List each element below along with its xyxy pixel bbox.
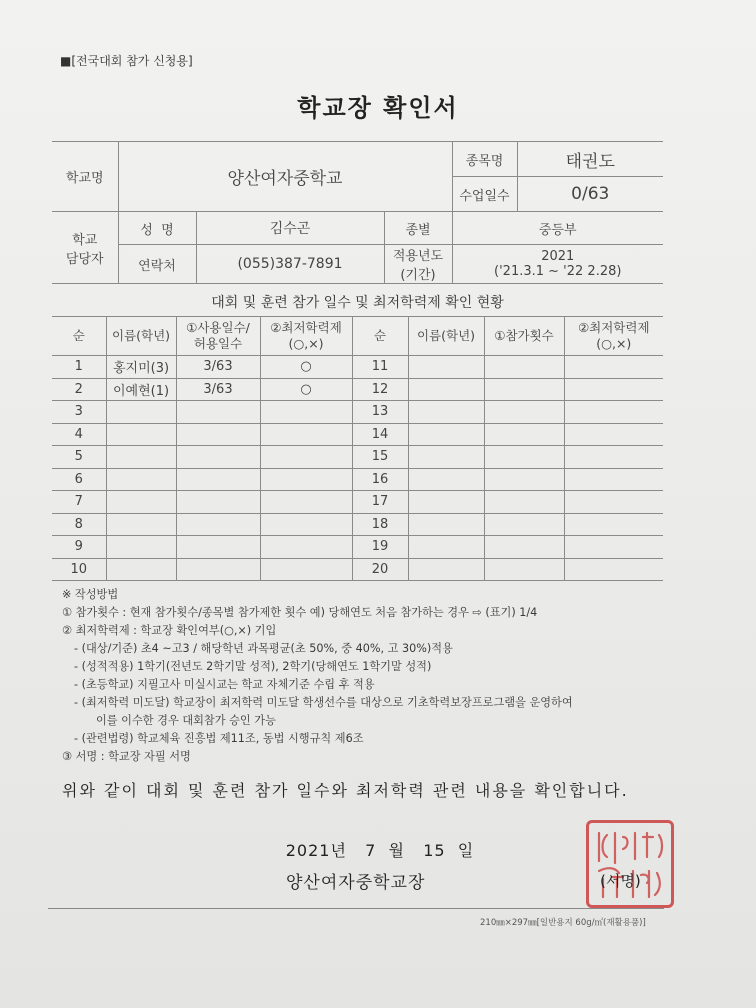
row-days: 3/63 [176, 356, 260, 379]
row-min-grade-2 [564, 536, 663, 559]
instruction-2d: - (최저학력 미도달) 학교장이 최저학력 미도달 학생선수를 대상으로 기초학력보장프로그램을 운영하여 [74, 696, 573, 709]
row-days [176, 401, 260, 424]
row-days [176, 558, 260, 581]
applicable-year-label [384, 245, 452, 284]
row-min-grade [260, 491, 352, 514]
category-label: 종별 [384, 212, 452, 245]
instruction-2e: - (관련법령) 학교체육 진흥법 제11조, 동법 시행규칙 제6조 [74, 732, 364, 745]
row-no-2: 12 [352, 378, 408, 401]
header-days-line1: ①사용일수/ [186, 320, 250, 335]
instruction-1: ① 참가횟수 : 현재 참가횟수/종목별 참가제한 횟수 예) 당해연도 처음 참가하는 경우 ⇨ (표기) 1/4 [62, 606, 538, 619]
event-value: 태권도 [517, 142, 663, 177]
row-min-grade [260, 558, 352, 581]
teacher-label-line2: 담당자 [65, 251, 104, 267]
row-no-2: 13 [352, 401, 408, 424]
applicable-year-label-line2: (기간) [400, 268, 436, 283]
header-min-grade-line1: ②최저학력제 [270, 320, 342, 335]
table-row [52, 513, 663, 536]
row-count-2 [484, 536, 564, 559]
row-name [106, 468, 176, 491]
row-min-grade-2 [564, 423, 663, 446]
row-count-2 [484, 356, 564, 379]
contact-label: 연락처 [118, 245, 196, 284]
seal-glyphs [589, 823, 671, 905]
school-name-value: 양산여자중학교 [118, 142, 452, 212]
row-count-2 [484, 378, 564, 401]
teacher-name-label: 성 명 [118, 212, 196, 245]
row-no: 6 [52, 468, 106, 491]
table-row [52, 378, 663, 401]
header-min-grade-2-line2: (○,×) [596, 336, 632, 351]
header-no: 순 [52, 317, 106, 356]
row-min-grade [260, 446, 352, 469]
row-days [176, 536, 260, 559]
row-min-grade-2 [564, 558, 663, 581]
row-min-grade-2 [564, 356, 663, 379]
instruction-2b: - (성적적용) 1학기(전년도 2학기말 성적), 2학기(당해연도 1학기말 성적) [74, 660, 432, 673]
school-info-table [52, 141, 663, 284]
signature-label: (서명) [600, 872, 641, 890]
row-name [106, 423, 176, 446]
instruction-2c: - (초등학교) 지필고사 미실시교는 학교 자체기준 수립 후 적용 [74, 678, 375, 691]
row-name-2 [408, 513, 484, 536]
row-count-2 [484, 468, 564, 491]
row-count-2 [484, 423, 564, 446]
row-no: 8 [52, 513, 106, 536]
row-no-2: 16 [352, 468, 408, 491]
row-count-2 [484, 491, 564, 514]
paper-spec-footnote: 210㎜×297㎜[일반용지 60g/㎡(재활용품)] [480, 918, 646, 928]
applicable-year-value [452, 245, 663, 284]
row-count-2 [484, 446, 564, 469]
table-row [52, 491, 663, 514]
row-min-grade [260, 423, 352, 446]
row-no-2: 15 [352, 446, 408, 469]
form-type-label: ■[전국대회 참가 신청용] [60, 54, 193, 68]
header-min-grade-line2: (○,×) [288, 336, 324, 351]
row-min-grade-2 [564, 446, 663, 469]
row-name-2 [408, 423, 484, 446]
row-no-2: 19 [352, 536, 408, 559]
document-title: 학교장 확인서 [297, 94, 459, 122]
bottom-rule [48, 908, 664, 909]
row-min-grade [260, 536, 352, 559]
class-days-value: 0/63 [517, 177, 663, 212]
row-days [176, 468, 260, 491]
row-name-2 [408, 356, 484, 379]
row-min-grade: ○ [260, 378, 352, 401]
row-min-grade-2 [564, 378, 663, 401]
header-days-line2: 허용일수 [193, 336, 243, 351]
row-name: 홍지미(3) [106, 356, 176, 379]
row-no: 7 [52, 491, 106, 514]
row-no-2: 17 [352, 491, 408, 514]
row-no-2: 14 [352, 423, 408, 446]
table-row [52, 536, 663, 559]
section-title: 대회 및 훈련 참가 일수 및 최저학력제 확인 현황 [211, 295, 504, 311]
row-no: 5 [52, 446, 106, 469]
confirmation-statement: 위와 같이 대회 및 훈련 참가 일수와 최저학력 관련 내용을 확인합니다. [62, 781, 629, 800]
row-min-grade [260, 401, 352, 424]
row-min-grade [260, 468, 352, 491]
row-days [176, 513, 260, 536]
row-name: 이예현(1) [106, 378, 176, 401]
header-no-2: 순 [352, 317, 408, 356]
table-row [52, 558, 663, 581]
row-no: 2 [52, 378, 106, 401]
class-days-label: 수업일수 [452, 177, 517, 212]
header-days [176, 317, 260, 356]
teacher-label-line1: 학교 [72, 232, 98, 248]
applicable-period: ('21.3.1 ~ '22 2.28) [494, 264, 622, 279]
header-name-2: 이름(학년) [408, 317, 484, 356]
row-days [176, 423, 260, 446]
row-no-2: 18 [352, 513, 408, 536]
row-days [176, 446, 260, 469]
table-row [52, 356, 663, 379]
table-row [52, 468, 663, 491]
row-name-2 [408, 378, 484, 401]
row-name-2 [408, 536, 484, 559]
header-min-grade-2 [564, 317, 663, 356]
contact-value: (055)387-7891 [196, 245, 384, 284]
instruction-2a: - (대상/기준) 초4 ~고3 / 해당학년 과목평균(초 50%, 중 40%, 고 30%)적용 [74, 642, 453, 655]
row-name [106, 513, 176, 536]
row-min-grade-2 [564, 401, 663, 424]
teacher-label [52, 212, 118, 284]
teacher-name-value: 김수곤 [196, 212, 384, 245]
issue-date: 2021년 7 월 15 일 [285, 841, 475, 860]
table-row [52, 446, 663, 469]
event-label: 종목명 [452, 142, 517, 177]
row-name-2 [408, 446, 484, 469]
row-count-2 [484, 401, 564, 424]
row-name [106, 401, 176, 424]
row-name-2 [408, 468, 484, 491]
row-no-2: 11 [352, 356, 408, 379]
row-days [176, 491, 260, 514]
instructions-heading: ※ 작성방법 [62, 588, 119, 601]
category-value: 중등부 [452, 212, 663, 245]
official-seal [586, 820, 674, 908]
row-no: 4 [52, 423, 106, 446]
row-no: 1 [52, 356, 106, 379]
instruction-3: ③ 서명 : 학교장 자필 서명 [62, 750, 191, 763]
table-row [52, 423, 663, 446]
row-min-grade-2 [564, 513, 663, 536]
school-name-label: 학교명 [52, 142, 118, 212]
row-name [106, 558, 176, 581]
table-row [52, 401, 663, 424]
row-days: 3/63 [176, 378, 260, 401]
header-name: 이름(학년) [106, 317, 176, 356]
row-name-2 [408, 558, 484, 581]
instruction-2: ② 최저학력제 : 학교장 확인여부(○,×) 기입 [62, 624, 277, 637]
header-min-grade-2-line1: ②최저학력제 [577, 320, 650, 335]
participation-table [52, 316, 663, 581]
row-name-2 [408, 401, 484, 424]
applicable-year-label-line1: 적용년도 [392, 249, 444, 264]
header-min-grade [260, 317, 352, 356]
row-count-2 [484, 513, 564, 536]
row-min-grade [260, 513, 352, 536]
row-no: 10 [52, 558, 106, 581]
row-no-2: 20 [352, 558, 408, 581]
instructions [62, 586, 573, 766]
row-name [106, 536, 176, 559]
row-min-grade-2 [564, 491, 663, 514]
signatory-name: 양산여자중학교장 [286, 873, 426, 893]
row-name [106, 446, 176, 469]
row-no: 9 [52, 536, 106, 559]
row-no: 3 [52, 401, 106, 424]
row-min-grade: ○ [260, 356, 352, 379]
header-count-2: ①참가횟수 [484, 317, 564, 356]
row-count-2 [484, 558, 564, 581]
row-name [106, 491, 176, 514]
row-name-2 [408, 491, 484, 514]
applicable-year: 2021 [541, 249, 575, 264]
instruction-2d-cont: 이를 이수한 경우 대회참가 승인 가능 [96, 714, 276, 727]
row-min-grade-2 [564, 468, 663, 491]
